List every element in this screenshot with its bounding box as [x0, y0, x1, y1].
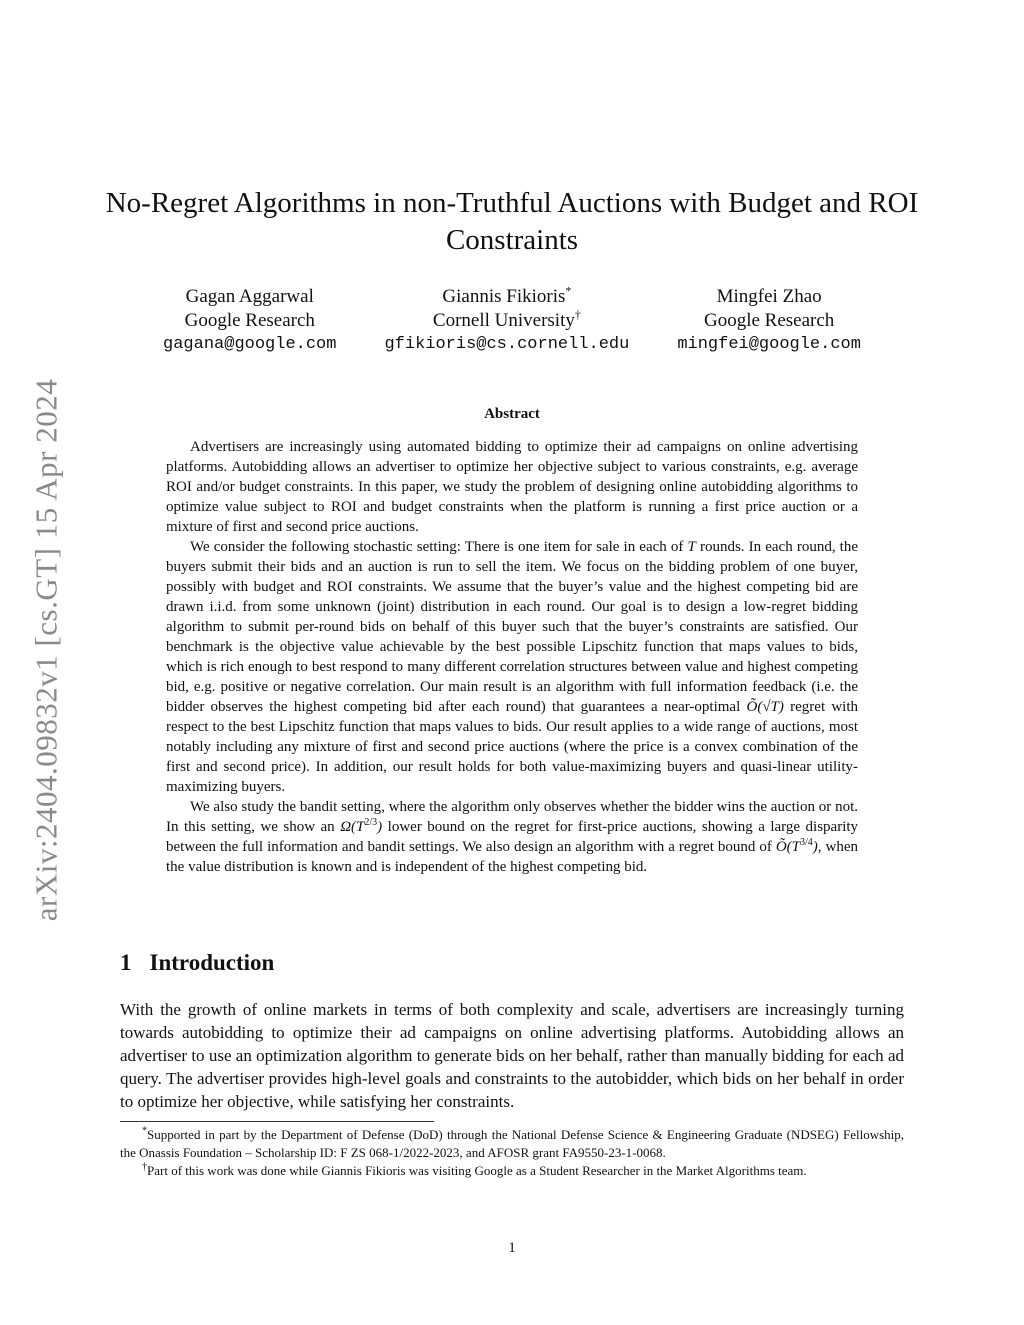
author-3: [677, 285, 861, 357]
intro-paragraph: With the growth of online markets in terms of both complexity and scale, advertisers are increasingly turning towards autobidding to optimize their ad campaigns on online advertising platforms. Autobidding allows an advertiser to use an optimization algorithm to generate bids on her behalf, rather than manually bidding for each ad query. The advertiser provides high-level goals and constraints to the autobidder, which bids on her behalf in order to optimize her objective, while satisfying her constraints.: [120, 1000, 904, 1111]
author-affiliation: Google Research: [703, 310, 835, 331]
abstract: [166, 404, 858, 877]
abstract-heading: Abstract: [484, 406, 540, 422]
arxiv-sidebar-stamp: [18, 350, 74, 950]
author-affiliation: Cornell University†: [432, 307, 581, 331]
footnote-mark: †: [574, 307, 581, 322]
abstract-paragraph-1: Advertisers are increasingly using automated bidding to optimize their ad campaigns on online advertising platforms. Autobidding allows an advertiser to optimize her objective subject to various constraints, e.g. average ROI and/or budget constraints. In this paper, we study the problem of designing online autobidding algorithms to optimize value subject to ROI and budget constraints when the platform is running a first price auction or a mixture of first and second price auctions.: [166, 439, 858, 535]
footnote-mark: *: [565, 283, 572, 298]
author-1: [163, 285, 336, 357]
section-title: Introduction: [149, 950, 275, 975]
abstract-paragraph-2: We consider the following stochastic setting: There is one item for sale in each of T rounds. In each round, the buyers submit their bids and an auction is run to sell the item. We focus on the bidding problem of one buyer, possibly with budget and ROI constraints. We assume that the buyer’s value and the highest competing bid are drawn i.i.d. from some unknown (joint) distribution in each round. Our goal is to design a low-regret bidding algorithm to submit per-round bids on behalf of this buyer such that the buyer’s constraints are satisfied. Our benchmark is the objective value achievable by the best possible Lipschitz function that maps values to bids, which is rich enough to best respond to many different correlation structures between value and highest competing bid, e.g. positive or negative correlation. Our main result is an algorithm with full information feedback (i.e. the bidder observes the highest competing bid after each round) that guarantees a near-optimal Õ(√T) regret with respect to the best Lipschitz function that maps values to bids. Our result applies to a wide range of auctions, most notably including any mixture of first and second price auctions (where the price is a convex combination of the first and second price). In addition, our result holds for both value-maximizing buyers and quasi-linear utility-maximizing buyers.: [166, 539, 859, 795]
author-affiliation: Google Research: [184, 310, 315, 331]
footnote-2: †Part of this work was done while Giannis Fikioris was visiting Google as a Student Researcher in the Market Algorithms team.: [142, 1161, 807, 1178]
author-block: [0, 285, 1024, 357]
paper-title: No-Regret Algorithms in non-Truthful Auctions with Budget and ROI Constraints: [105, 187, 919, 256]
abstract-paragraph-3: We also study the bandit setting, where the algorithm only observes whether the bidder wins the auction or not. In this setting, we show an $\Omega(T^{2/3})$ lower bound on the regret for first-price auctions, showing a large disparity between the full information and bandit settings. We also design an algorithm with a regret bound of $Õ(T^{3/4})$, when the value distribution is known and is independent of the highest competing bid.: [166, 799, 859, 875]
author-2: [384, 285, 629, 357]
author-name: Giannis Fikioris*: [442, 283, 572, 307]
footnote-1: *Supported in part by the Department of Defense (DoD) through the National Defense Science & Engineering Graduate (NDSEG) Fellowship, the Onassis Foundation – Scholarship ID: F ZS 068-1/2022-2023, and AFOSR grant FA9550-23-1-0068.: [120, 1125, 904, 1160]
author-email[interactable]: gagana@google.com: [163, 335, 337, 354]
page-number: 1: [508, 1240, 516, 1256]
author-name: Mingfei Zhao: [716, 286, 822, 307]
section-number: 1: [120, 950, 132, 975]
section-heading-introduction: [120, 950, 274, 976]
author-name: Gagan Aggarwal: [185, 286, 314, 307]
author-email[interactable]: gfikioris@cs.cornell.edu: [384, 335, 630, 354]
footnote-divider: [120, 1121, 434, 1122]
arxiv-id-text: arXiv:2404.09832v1 [cs.GT] 15 Apr 2024: [28, 378, 63, 922]
footnotes: [120, 1126, 904, 1180]
author-email[interactable]: mingfei@google.com: [677, 335, 861, 354]
